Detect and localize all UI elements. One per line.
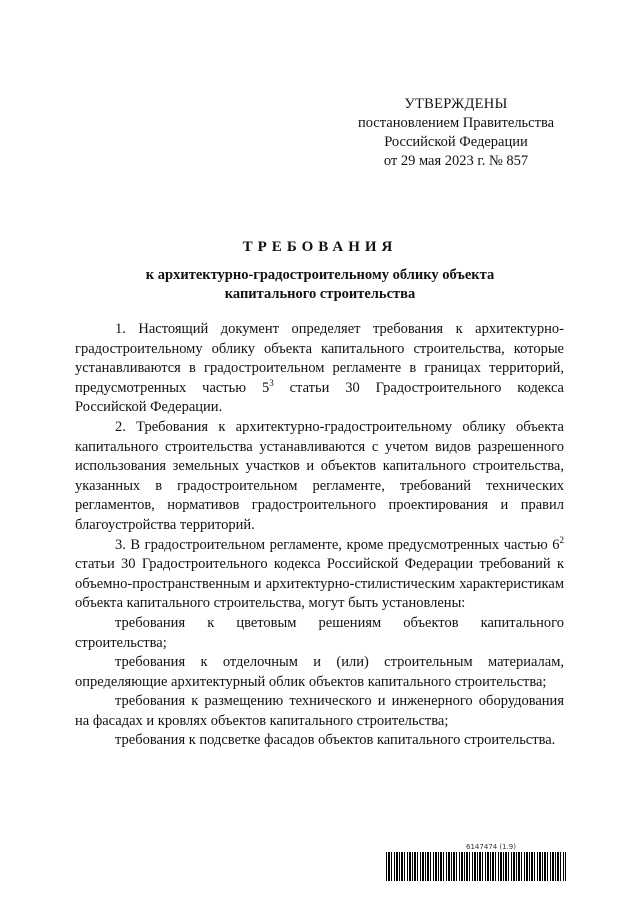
approval-issuer: постановлением Правительства [357, 115, 555, 131]
approval-heading: УТВЕРЖДЕНЫ [404, 96, 508, 112]
paragraph-1 [75, 320, 564, 418]
paragraph-1-superscript: 3 [269, 377, 274, 388]
subtitle-line-1: к архитектурно-градостроительному облику объекта [145, 267, 495, 283]
paragraph-material-requirements: требования к отделочным и (или) строительным материалам, определяющие архитектурный облик объектов капитального строительства; [75, 654, 564, 690]
paragraph-lighting-requirements: требования к подсветке фасадов объектов капитального строительства. [115, 732, 556, 749]
paragraph-3 [75, 536, 564, 614]
paragraph-3-text-end: статьи 30 Градостроительного кодекса Российской Федерации требований к объемно-пространственным и архитектурно-стилистическим характеристикам объекта капитального строительства, могут быть установлены: [75, 556, 564, 612]
paragraph-2: 2. Требования к архитектурно-градостроительному облику объекта капитального строительства устанавливаются с учетом видов разрешенного использования земельных участков и объектов капитального строительства, указанных в градостроительном регламенте, требований технических регламентов, нормативов градостроительного проектирования и правил благоустройства территорий. [75, 418, 564, 533]
document-title: ТРЕБОВАНИЯ [242, 239, 398, 255]
paragraph-color-requirements: требования к цветовым решениям объектов капитального строительства; [75, 614, 564, 651]
subtitle-line-2: капитального строительства [224, 286, 416, 302]
approval-date: от 29 мая 2023 г. № 857 [383, 153, 529, 169]
approval-block [346, 95, 566, 171]
paragraph-1-text: 1. Настоящий документ определяет требования к архитектурно-градостроительному облику объекта капитального строительства, которые устанавливаются в градостроительном регламенте в границах территорий, предусмотренных частью 5 [75, 321, 564, 396]
barcode-number: 6147474 (1.9) [466, 843, 516, 851]
paragraph-3-superscript: 2 [559, 534, 564, 545]
paragraph-1-text-end: статьи 30 Градостроительного кодекса Российской Федерации. [75, 379, 564, 416]
barcode-icon [386, 852, 566, 881]
document-subtitle [110, 266, 530, 304]
approval-government: Российской Федерации [384, 134, 528, 150]
document-body [75, 320, 564, 751]
paragraph-3-text: 3. В градостроительном регламенте, кроме предусмотренных частью 6 [115, 536, 560, 553]
paragraph-equipment-requirements: требования к размещению технического и инженерного оборудования на фасадах и кровлях объектов капитального строительства; [75, 693, 564, 729]
